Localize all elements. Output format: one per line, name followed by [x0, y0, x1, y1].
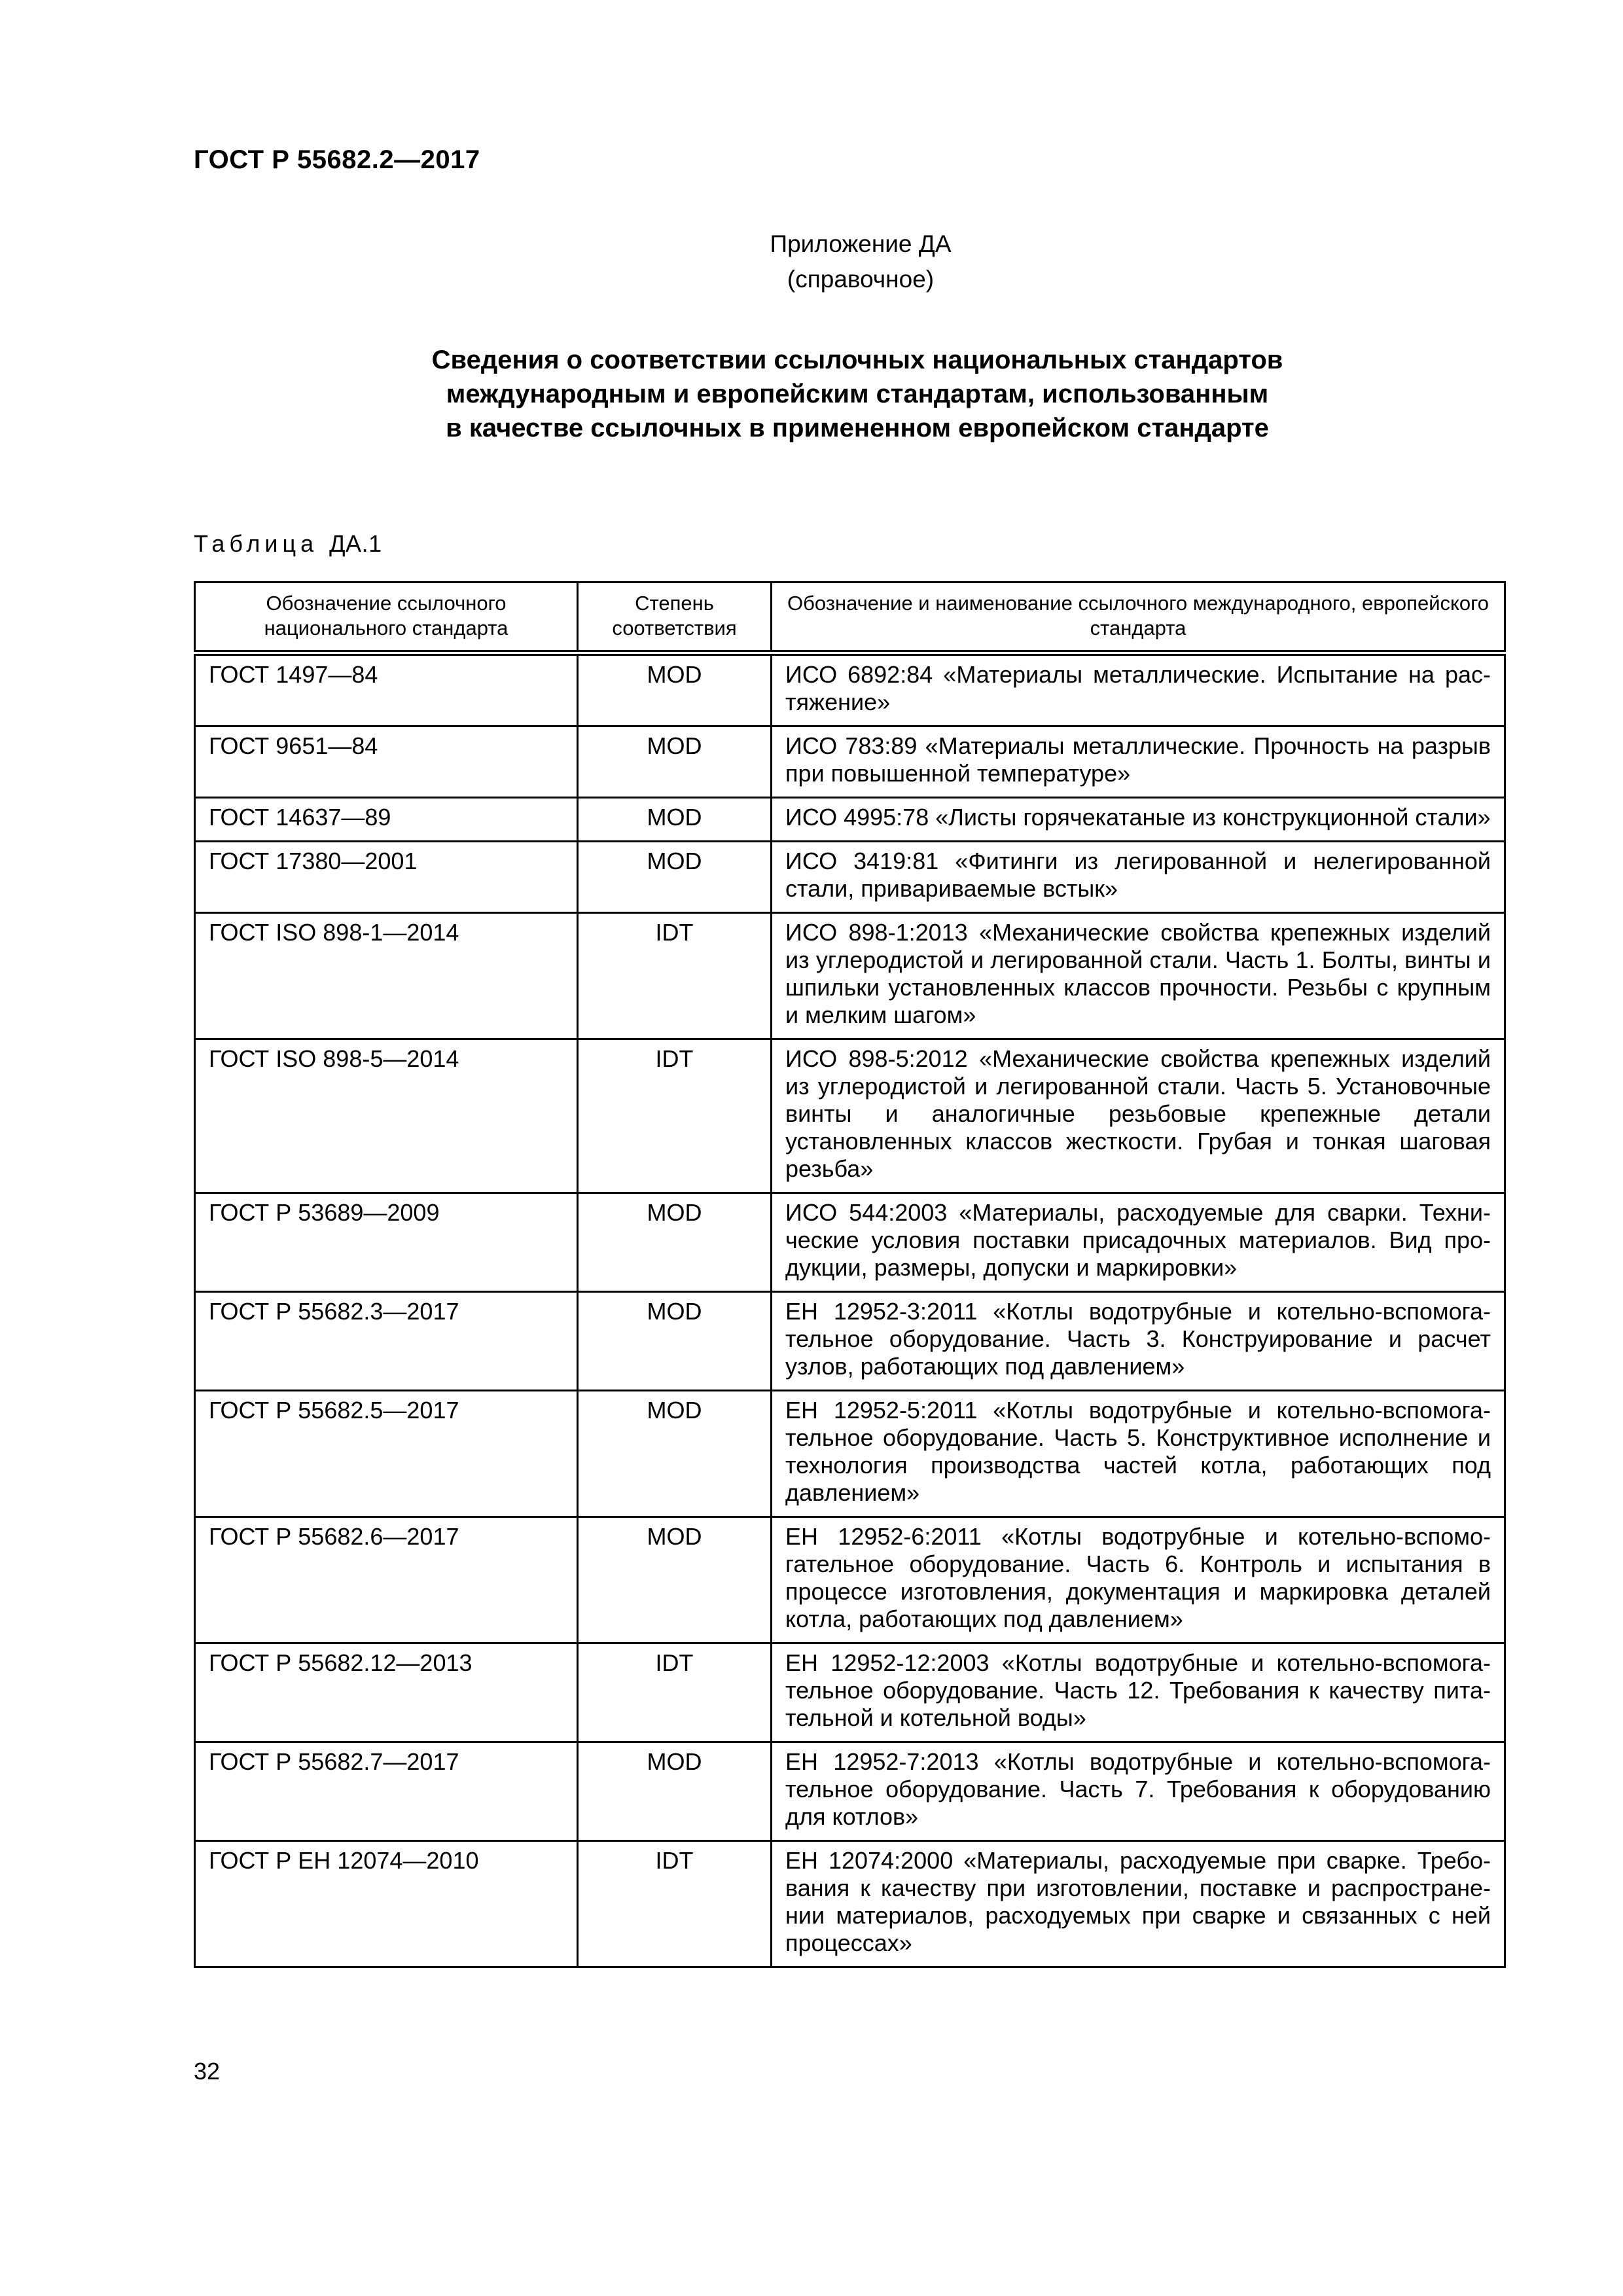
- degree-cell: MOD: [578, 1391, 772, 1517]
- national-standard-cell: ГОСТ Р 53689—2009: [195, 1193, 578, 1292]
- reference-standard-cell: ЕН 12074:2000 «Материалы, расходуемые при сварке. Требования к качеству при изготовлении, поставке и распространении материалов, расходуемых при сварке и связанных с ней процессах»: [772, 1841, 1505, 1967]
- table-row: [195, 1742, 1505, 1841]
- section-title-line: Сведения о соответствии ссылочных национальных стандартов: [431, 346, 1283, 374]
- national-standard-cell: ГОСТ 9651—84: [195, 726, 578, 798]
- reference-standard-cell: ИСО 783:89 «Материалы металлические. Прочность на разрыв при повышенной температуре»: [772, 726, 1505, 798]
- section-title-line: в качестве ссылочных в примененном европейском стандарте: [446, 414, 1269, 442]
- degree-cell: MOD: [578, 1517, 772, 1643]
- national-standard-cell: ГОСТ Р 55682.12—2013: [195, 1643, 578, 1742]
- reference-table: [194, 581, 1506, 1968]
- national-standard-cell: ГОСТ Р 55682.6—2017: [195, 1517, 578, 1643]
- table-row: [195, 842, 1505, 913]
- reference-standard-cell: ЕН 12952-12:2003 «Котлы водотрубные и котельно-вспомогательное оборудование. Часть 12. Требования к качеству питательной и котельной воды»: [772, 1643, 1505, 1742]
- table-caption-label: Таблица: [194, 530, 319, 557]
- section-title: [249, 343, 1466, 445]
- table-header: [195, 583, 1505, 653]
- table-row: [195, 798, 1505, 842]
- reference-standard-cell: ИСО 544:2003 «Материалы, расходуемые для сварки. Технические условия поставки присадочных материалов. Вид продукции, размеры, допуски и маркировки»: [772, 1193, 1505, 1292]
- table-caption-number: ДА.1: [329, 530, 382, 557]
- annex-type: (справочное): [787, 266, 935, 293]
- national-standard-cell: ГОСТ Р 55682.3—2017: [195, 1292, 578, 1391]
- table-body: [195, 653, 1505, 1967]
- reference-standard-cell: ИСО 3419:81 «Фитинги из легированной и нелегированной стали, привариваемые встык»: [772, 842, 1505, 913]
- table-caption: [194, 530, 382, 558]
- annex-title: Приложение ДА: [770, 230, 952, 257]
- table-row: [195, 1841, 1505, 1967]
- table-row: [195, 1643, 1505, 1742]
- table-row: [195, 913, 1505, 1039]
- reference-standard-cell: ИСО 6892:84 «Материалы металлические. Испытание на растяжение»: [772, 653, 1505, 726]
- degree-cell: IDT: [578, 1643, 772, 1742]
- annex-heading: [0, 226, 1623, 297]
- national-standard-cell: ГОСТ ISO 898-1—2014: [195, 913, 578, 1039]
- table-row: [195, 1391, 1505, 1517]
- reference-standard-cell: ЕН 12952-6:2011 «Котлы водотрубные и котельно-вспомогательное оборудование. Часть 6. Контроль и испытания в процессе изготовления, документация и маркировка деталей котла, работающих под давлением»: [772, 1517, 1505, 1643]
- national-standard-cell: ГОСТ Р 55682.7—2017: [195, 1742, 578, 1841]
- degree-cell: MOD: [578, 798, 772, 842]
- national-standard-cell: ГОСТ 14637—89: [195, 798, 578, 842]
- table-row: [195, 1193, 1505, 1292]
- table-row: [195, 653, 1505, 726]
- reference-standard-cell: ЕН 12952-3:2011 «Котлы водотрубные и котельно-вспомогательное оборудование. Часть 3. Конструирование и расчет узлов, работающих под давлением»: [772, 1292, 1505, 1391]
- header-reference-standard: Обозначение и наименование ссылочного международного, европейского стандарта: [772, 583, 1505, 653]
- national-standard-cell: ГОСТ ISO 898-5—2014: [195, 1039, 578, 1193]
- degree-cell: MOD: [578, 726, 772, 798]
- table-row: [195, 1039, 1505, 1193]
- reference-standard-cell: ИСО 4995:78 «Листы горячекатаные из конструкционной стали»: [772, 798, 1505, 842]
- reference-standard-cell: ЕН 12952-7:2013 «Котлы водотрубные и котельно-вспомогательное оборудование. Часть 7. Требования к оборудованию для котлов»: [772, 1742, 1505, 1841]
- degree-cell: IDT: [578, 1039, 772, 1193]
- table-row: [195, 1292, 1505, 1391]
- degree-cell: MOD: [578, 842, 772, 913]
- section-title-line: международным и европейским стандартам, использованным: [446, 380, 1269, 408]
- national-standard-cell: ГОСТ 17380—2001: [195, 842, 578, 913]
- table-row: [195, 726, 1505, 798]
- header-national-standard: Обозначение ссылочного национального стандарта: [195, 583, 578, 653]
- national-standard-cell: ГОСТ Р ЕН 12074—2010: [195, 1841, 578, 1967]
- national-standard-cell: ГОСТ Р 55682.5—2017: [195, 1391, 578, 1517]
- header-degree: Степень соответствия: [578, 583, 772, 653]
- degree-cell: IDT: [578, 913, 772, 1039]
- national-standard-cell: ГОСТ 1497—84: [195, 653, 578, 726]
- degree-cell: MOD: [578, 1292, 772, 1391]
- degree-cell: MOD: [578, 1193, 772, 1292]
- reference-standard-cell: ЕН 12952-5:2011 «Котлы водотрубные и котельно-вспомогательное оборудование. Часть 5. Конструктивное исполнение и технология производства частей котла, работающих под давлением»: [772, 1391, 1505, 1517]
- degree-cell: MOD: [578, 653, 772, 726]
- document-code: ГОСТ Р 55682.2—2017: [194, 145, 480, 174]
- reference-standard-cell: ИСО 898-5:2012 «Механические свойства крепежных изделий из углеродистой и легированной стали. Часть 5. Установочные винты и аналогичные резьбовые крепежные детали установленных классов жесткости. Грубая и тонкая шаговая резьба»: [772, 1039, 1505, 1193]
- reference-standard-cell: ИСО 898-1:2013 «Механические свойства крепежных изделий из углеродистой и легированной стали. Часть 1. Болты, винты и шпильки установленных классов прочности. Резьбы с крупным и мелким шагом»: [772, 913, 1505, 1039]
- table-row: [195, 1517, 1505, 1643]
- degree-cell: IDT: [578, 1841, 772, 1967]
- page-number: 32: [194, 2058, 221, 2085]
- table-header-row: [195, 583, 1505, 653]
- degree-cell: MOD: [578, 1742, 772, 1841]
